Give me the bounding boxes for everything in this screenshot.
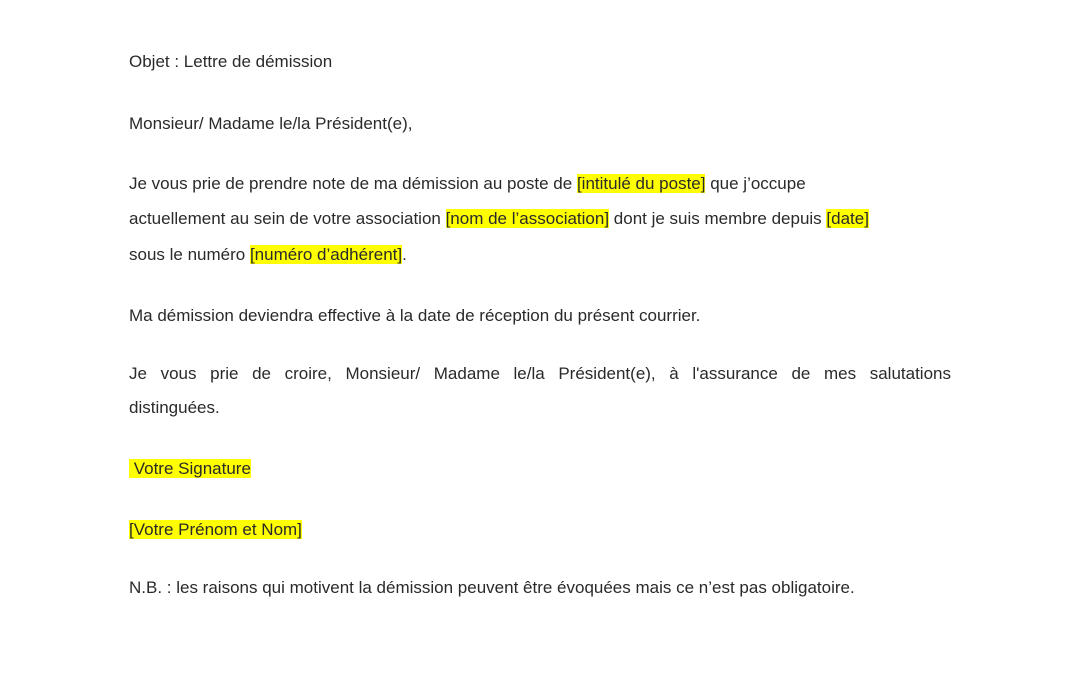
job-title-placeholder: [intitulé du poste]	[576, 174, 706, 193]
paragraph2: Ma démission deviendra effective à la date de réception du présent courrier.	[129, 306, 701, 325]
paragraph3-line2: distinguées.	[129, 398, 220, 417]
signature-line	[129, 459, 251, 479]
salutation: Monsieur/ Madame le/la Président(e),	[129, 114, 413, 133]
paragraph1-line1	[129, 174, 806, 194]
name-line	[129, 520, 302, 540]
paragraph1-line2	[129, 209, 869, 229]
member-number-placeholder: [numéro d’adhérent]	[249, 245, 403, 264]
paragraph1-text: Je vous prie de prendre note de ma démission au poste de	[129, 174, 577, 193]
paragraph1-text: que j’occupe	[705, 174, 806, 193]
subject-line: Objet : Lettre de démission	[129, 52, 333, 71]
date-placeholder: [date]	[826, 209, 869, 228]
paragraph1-text: .	[402, 245, 407, 264]
paragraph1-line3	[129, 245, 407, 265]
paragraph1-text: sous le numéro	[129, 245, 250, 264]
letter-body	[129, 0, 951, 675]
note: N.B. : les raisons qui motivent la démission peuvent être évoquées mais ce n’est pas obligatoire.	[129, 578, 855, 597]
signature-placeholder: Votre Signature	[129, 459, 251, 478]
paragraph1-text: dont je suis membre depuis	[609, 209, 827, 228]
name-placeholder: [Votre Prénom et Nom]	[129, 520, 302, 539]
paragraph1-text: actuellement au sein de votre association	[129, 209, 446, 228]
association-name-placeholder: [nom de l’association]	[445, 209, 610, 228]
paragraph3-line1: Je vous prie de croire, Monsieur/ Madame le/la Président(e), à l'assurance de mes salutations	[129, 364, 951, 383]
